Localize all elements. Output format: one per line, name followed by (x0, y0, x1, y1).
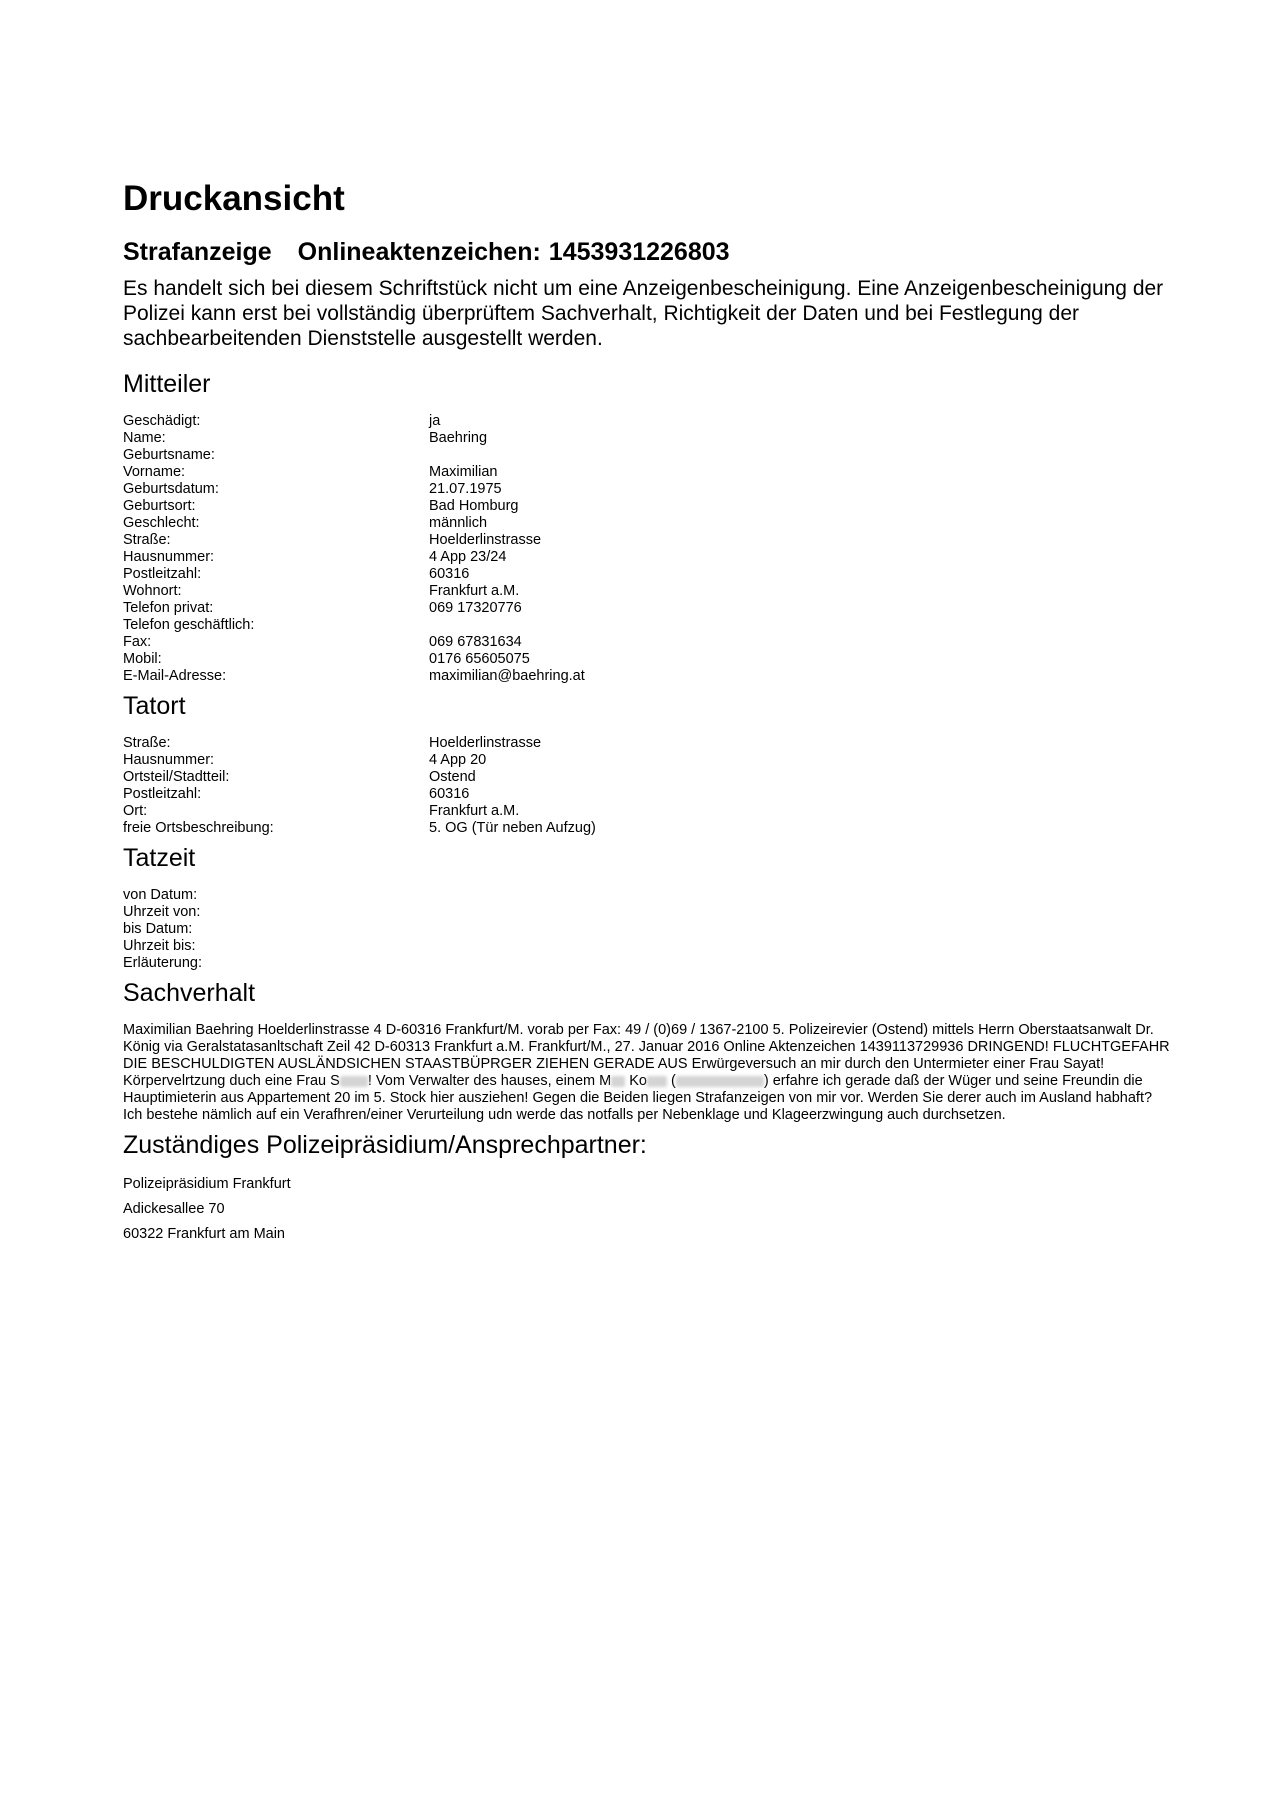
field-row (123, 447, 1173, 464)
field-label: Geschädigt: (123, 413, 201, 429)
field-value: 60316 (429, 566, 470, 582)
field-row (123, 413, 1173, 430)
sachverhalt-part: ! Vom Verwalter des hauses, einem M (367, 1073, 612, 1089)
section-tatort (123, 691, 1173, 837)
address-line: Adickesallee 70 (123, 1201, 225, 1217)
field-row (123, 634, 1173, 651)
field-label: Wohnort: (123, 583, 182, 599)
tatzeit-fields (123, 887, 1173, 972)
field-value: Hoelderlinstrasse (429, 735, 542, 751)
field-row (123, 583, 1173, 600)
police-address (123, 1176, 1173, 1243)
field-row (123, 549, 1173, 566)
field-value (429, 617, 1173, 634)
field-label: E-Mail-Adresse: (123, 668, 227, 684)
field-label: Hausnummer: (123, 549, 215, 565)
field-row (123, 786, 1173, 803)
field-value: 069 67831634 (429, 634, 522, 650)
field-row (123, 481, 1173, 498)
field-label: Straße: (123, 532, 171, 548)
sachverhalt-part: Ko (625, 1073, 647, 1089)
mitteiler-fields (123, 413, 1173, 685)
field-row (123, 464, 1173, 481)
field-row (123, 617, 1173, 634)
field-label: bis Datum: (123, 921, 193, 937)
report-type: Strafanzeige (123, 238, 272, 266)
field-value: Frankfurt a.M. (429, 583, 520, 599)
section-zustaendig (123, 1130, 1173, 1243)
field-label: Ort: (123, 803, 148, 819)
field-value: 069 17320776 (429, 600, 522, 616)
field-value (429, 921, 1173, 938)
field-label: Uhrzeit von: (123, 904, 201, 920)
field-row (123, 735, 1173, 752)
field-label: Postleitzahl: (123, 566, 202, 582)
field-value (429, 955, 1173, 972)
sachverhalt-part: Maximilian Baehring Hoelderlinstrasse 4 D-60316 Frankfurt/M. vorab per Fax: 49 / (0)69 / 1367-2100 5. Polizeirevier (Ostend) mittels Herrn Oberstaatsanwalt Dr. König via Geralstatasanltschaft Zeil 42 D-60313 Frankfurt a.M. Frankfurt/M., 27. Januar 2016 Online Aktenzeichen 1439113729936 DRINGEND! FLUCHTGEFAHR DIE BESCHULDIGTEN AUSLÄNDSICHEN STAASTBÜPRGER ZIEHEN GERADE AUS Erwürgeversuch an mir durch den Untermieter einer Frau Sayat! Körpervelrtzung duch eine Frau S (123, 1022, 1170, 1089)
field-row (123, 921, 1173, 938)
field-label: Erläuterung: (123, 955, 202, 971)
field-value: ja (429, 413, 441, 429)
field-value: 60316 (429, 786, 470, 802)
field-label: Geburtsort: (123, 498, 196, 514)
field-row (123, 769, 1173, 786)
field-value: 5. OG (Tür neben Aufzug) (429, 820, 596, 836)
field-value (429, 904, 1173, 921)
field-value (429, 887, 1173, 904)
section-tatzeit (123, 843, 1173, 972)
field-row (123, 498, 1173, 515)
section-sachverhalt (123, 978, 1173, 1124)
section-heading-sachverhalt: Sachverhalt (123, 979, 256, 1007)
report-subheading (123, 236, 1173, 268)
field-row (123, 532, 1173, 549)
field-row (123, 803, 1173, 820)
field-value: 4 App 23/24 (429, 549, 507, 565)
sachverhalt-part: ) erfahre ich gerade daß der Wüger und seine Freundin die Hauptimieterin aus Appartement 20 im 5. Stock hier ausziehen! Gegen die Beiden liegen Strafanzeigen von mir vor. Werden Sie derer auch im Ausland habhaft? Ich bestehe nämlich auf ein Verafhren/einer Verurteilung udn werde das notfalls per Nebenklage und Klageerzwingung auch durchsetzen. (123, 1073, 1153, 1123)
field-value: Bad Homburg (429, 498, 519, 514)
redacted-text (647, 1076, 667, 1087)
redacted-text (340, 1076, 368, 1087)
sachverhalt-part: ( (667, 1073, 676, 1089)
redacted-text (676, 1076, 764, 1087)
field-value: Maximilian (429, 464, 498, 480)
field-label: von Datum: (123, 887, 198, 903)
field-label: Hausnummer: (123, 752, 215, 768)
field-row (123, 820, 1173, 837)
field-label: Geburtsname: (123, 447, 215, 463)
field-value: Hoelderlinstrasse (429, 532, 542, 548)
disclaimer-text: Es handelt sich bei diesem Schriftstück nicht um eine Anzeigenbescheinigung. Eine Anzeigenbescheinigung der Polizei kann erst bei vollständig überprüftem Sachverhalt, Richtigkeit der Daten und bei Festlegung der sachbearbeitenden Dienststelle ausgestellt werden. (123, 277, 1164, 350)
redacted-text (611, 1076, 625, 1087)
field-label: Geburtsdatum: (123, 481, 219, 497)
field-row (123, 515, 1173, 532)
field-label: Postleitzahl: (123, 786, 202, 802)
tatort-fields (123, 735, 1173, 837)
field-value: männlich (429, 515, 488, 531)
section-heading-zustaendig: Zuständiges Polizeipräsidium/Ansprechpartner: (123, 1131, 647, 1159)
field-row (123, 887, 1173, 904)
field-row (123, 752, 1173, 769)
field-row (123, 668, 1173, 685)
field-label: Straße: (123, 735, 171, 751)
aktenzeichen-value: 1453931226803 (548, 238, 730, 266)
field-row (123, 600, 1173, 617)
field-value: Baehring (429, 430, 488, 446)
section-mitteiler (123, 369, 1173, 685)
field-label: Telefon privat: (123, 600, 214, 616)
document-content (123, 178, 1173, 1251)
field-value: Ostend (429, 769, 476, 785)
field-value: 0176 65605075 (429, 651, 530, 667)
section-heading-mitteiler: Mitteiler (123, 370, 211, 398)
address-line: 60322 Frankfurt am Main (123, 1226, 285, 1242)
field-label: Vorname: (123, 464, 186, 480)
field-label: Mobil: (123, 651, 162, 667)
field-value (429, 938, 1173, 955)
field-row (123, 955, 1173, 972)
field-row (123, 430, 1173, 447)
field-label: Uhrzeit bis: (123, 938, 196, 954)
field-value: maximilian@baehring.at (429, 668, 585, 684)
field-value (429, 447, 1173, 464)
field-value: Frankfurt a.M. (429, 803, 520, 819)
sachverhalt-text (123, 1022, 1173, 1124)
field-label: Fax: (123, 634, 152, 650)
field-value: 4 App 20 (429, 752, 487, 768)
section-heading-tatzeit: Tatzeit (123, 844, 196, 872)
address-line: Polizeipräsidium Frankfurt (123, 1176, 291, 1192)
field-row (123, 904, 1173, 921)
aktenzeichen-label: Onlineaktenzeichen: (297, 238, 541, 266)
field-label: Telefon geschäftlich: (123, 617, 255, 633)
field-label: Name: (123, 430, 166, 446)
field-row (123, 566, 1173, 583)
field-label: Ortsteil/Stadtteil: (123, 769, 230, 785)
field-row (123, 938, 1173, 955)
field-row (123, 651, 1173, 668)
field-value: 21.07.1975 (429, 481, 502, 497)
page-title: Druckansicht (123, 179, 345, 218)
section-heading-tatort: Tatort (123, 692, 186, 720)
field-label: freie Ortsbeschreibung: (123, 820, 274, 836)
field-label: Geschlecht: (123, 515, 200, 531)
